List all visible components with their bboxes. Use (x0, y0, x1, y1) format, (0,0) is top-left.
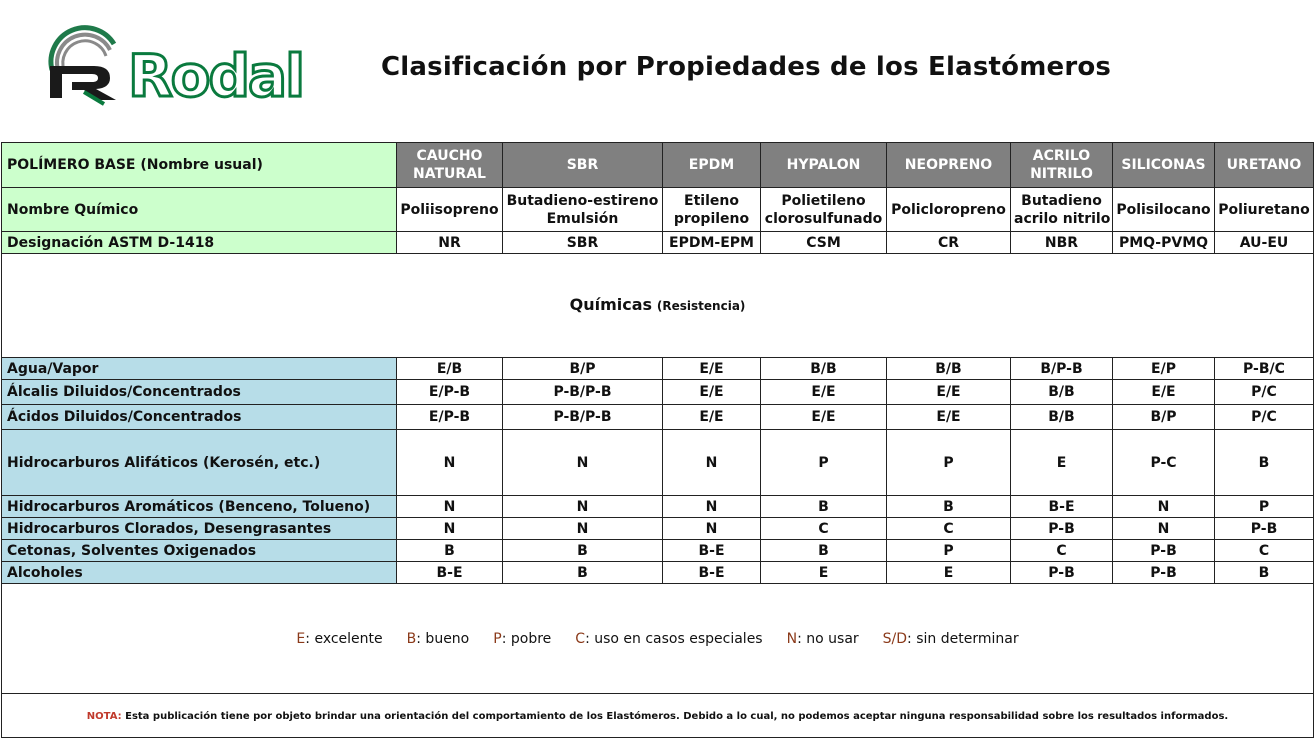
rating-cell: C (887, 518, 1011, 540)
rating-cell: P/C (1215, 380, 1314, 405)
property-label: Agua/Vapor (2, 358, 397, 380)
elastomer-table (1, 142, 1314, 738)
rating-cell: N (1113, 518, 1215, 540)
astm-code: NBR (1011, 232, 1113, 254)
table-row (2, 518, 1314, 540)
polymer-usual-name: ACRILO NITRILO (1011, 143, 1113, 188)
rating-cell: P (761, 430, 887, 496)
rating-cell: N (397, 496, 503, 518)
astm-code: EPDM-EPM (663, 232, 761, 254)
rating-cell: B (397, 540, 503, 562)
polymer-usual-name: EPDM (663, 143, 761, 188)
table-row (2, 430, 1314, 496)
rating-cell: B/P (503, 358, 663, 380)
rating-cell: E/E (761, 380, 887, 405)
rating-cell: E/P-B (397, 405, 503, 430)
rating-cell: P (887, 430, 1011, 496)
table-row (2, 562, 1314, 584)
rating-cell: B/B (887, 358, 1011, 380)
astm-code: CR (887, 232, 1011, 254)
rating-cell: N (1113, 496, 1215, 518)
section-header-row (2, 254, 1314, 358)
rating-cell: E/E (663, 380, 761, 405)
rating-cell: B/P-B (1011, 358, 1113, 380)
rating-cell: E/E (887, 380, 1011, 405)
rating-cell: E/P (1113, 358, 1215, 380)
legend-item: P: pobre (493, 630, 552, 647)
rating-cell: N (397, 518, 503, 540)
rating-cell: B/P (1113, 405, 1215, 430)
chemical-name: Butadieno-estireno Emulsión (503, 188, 663, 232)
legend-row (2, 584, 1314, 694)
chemical-name: Polisilocano (1113, 188, 1215, 232)
astm-code: NR (397, 232, 503, 254)
rating-cell: P-B/C (1215, 358, 1314, 380)
polymer-usual-name: CAUCHO NATURAL (397, 143, 503, 188)
rodal-logo (44, 26, 304, 110)
legend-item: C: uso en casos especiales (575, 630, 763, 647)
property-label: Álcalis Diluidos/Concentrados (2, 380, 397, 405)
polymer-usual-name: NEOPRENO (887, 143, 1011, 188)
rating-cell: P-B (1113, 540, 1215, 562)
property-label: Alcoholes (2, 562, 397, 584)
rating-cell: C (761, 518, 887, 540)
rating-cell: B (887, 496, 1011, 518)
rating-cell: E/B (397, 358, 503, 380)
rating-cell: N (503, 496, 663, 518)
rating-cell: E/E (1113, 380, 1215, 405)
rating-cell: B (1215, 562, 1314, 584)
page-header (0, 0, 1314, 143)
note-row (2, 694, 1314, 738)
legend (2, 584, 1314, 694)
row-astm (2, 232, 1314, 254)
note: NOTA: Esta publicación tiene por objeto brindar una orientación del comportamiento de los Elastómeros. Debido a lo cual, no podemos aceptar ninguna responsabilidad sobre los resultados informados. (2, 694, 1314, 738)
rating-cell: P-C (1113, 430, 1215, 496)
astm-code: PMQ-PVMQ (1113, 232, 1215, 254)
rating-cell: E (1011, 430, 1113, 496)
property-label: Cetonas, Solventes Oxigenados (2, 540, 397, 562)
row-base-polymer (2, 143, 1314, 188)
rating-cell: E/E (761, 405, 887, 430)
rating-cell: B (761, 496, 887, 518)
rating-cell: N (663, 496, 761, 518)
rating-cell: C (1011, 540, 1113, 562)
rating-cell: B-E (663, 540, 761, 562)
rating-cell: B-E (1011, 496, 1113, 518)
svg-text:Rodal: Rodal (128, 42, 304, 110)
rating-cell: B (761, 540, 887, 562)
row-chemical-name (2, 188, 1314, 232)
legend-item: S/D: sin determinar (882, 630, 1019, 647)
table-row (2, 358, 1314, 380)
property-label: Hidrocarburos Aromáticos (Benceno, Tolueno) (2, 496, 397, 518)
rating-cell: P-B (1113, 562, 1215, 584)
rating-cell: P-B (1011, 562, 1113, 584)
polymer-usual-name: HYPALON (761, 143, 887, 188)
chemical-name: Butadieno acrilo nitrilo (1011, 188, 1113, 232)
chemical-name: Poliisopreno (397, 188, 503, 232)
rating-cell: C (1215, 540, 1314, 562)
polymer-usual-name: URETANO (1215, 143, 1314, 188)
chemical-name: Poliuretano (1215, 188, 1314, 232)
property-label: Hidrocarburos Clorados, Desengrasantes (2, 518, 397, 540)
rating-cell: P/C (1215, 405, 1314, 430)
chemical-name: Etileno propileno (663, 188, 761, 232)
astm-code: SBR (503, 232, 663, 254)
chemical-name: Polietileno clorosulfunado (761, 188, 887, 232)
polymer-usual-name: SILICONAS (1113, 143, 1215, 188)
rating-cell: B-E (663, 562, 761, 584)
rating-cell: N (663, 430, 761, 496)
rating-cell: E (761, 562, 887, 584)
rating-cell: B (503, 540, 663, 562)
rating-cell: N (503, 518, 663, 540)
property-label: Hidrocarburos Alifáticos (Kerosén, etc.) (2, 430, 397, 496)
rating-cell: N (503, 430, 663, 496)
chemical-name: Policloropreno (887, 188, 1011, 232)
table-row (2, 496, 1314, 518)
rating-cell: E/E (663, 405, 761, 430)
rating-cell: P-B (1215, 518, 1314, 540)
astm-label: Designación ASTM D-1418 (2, 232, 397, 254)
astm-code: AU-EU (1215, 232, 1314, 254)
rating-cell: P-B/P-B (503, 405, 663, 430)
legend-item: B: bueno (406, 630, 470, 647)
rating-cell: P-B/P-B (503, 380, 663, 405)
legend-item: N: no usar (786, 630, 859, 647)
rating-cell: E (887, 562, 1011, 584)
table-row (2, 380, 1314, 405)
rating-cell: E/E (663, 358, 761, 380)
rating-cell: E/E (887, 405, 1011, 430)
rating-cell: B/B (1011, 405, 1113, 430)
legend-item: E: excelente (296, 630, 383, 647)
section-title: Químicas (Resistencia) (2, 254, 1314, 358)
rating-cell: P (1215, 496, 1314, 518)
rating-cell: N (397, 430, 503, 496)
table-row (2, 405, 1314, 430)
rating-cell: B-E (397, 562, 503, 584)
chemical-name-label: Nombre Químico (2, 188, 397, 232)
rating-cell: P-B (1011, 518, 1113, 540)
rating-cell: P (887, 540, 1011, 562)
rating-cell: B/B (761, 358, 887, 380)
rating-cell: B (503, 562, 663, 584)
base-polymer-label: POLÍMERO BASE (Nombre usual) (2, 143, 397, 188)
rating-cell: E/P-B (397, 380, 503, 405)
page-title: Clasificación por Propiedades de los Elastómeros (381, 52, 1112, 82)
polymer-usual-name: SBR (503, 143, 663, 188)
rating-cell: N (663, 518, 761, 540)
rating-cell: B/B (1011, 380, 1113, 405)
astm-code: CSM (761, 232, 887, 254)
table-row (2, 540, 1314, 562)
rating-cell: B (1215, 430, 1314, 496)
property-label: Ácidos Diluidos/Concentrados (2, 405, 397, 430)
